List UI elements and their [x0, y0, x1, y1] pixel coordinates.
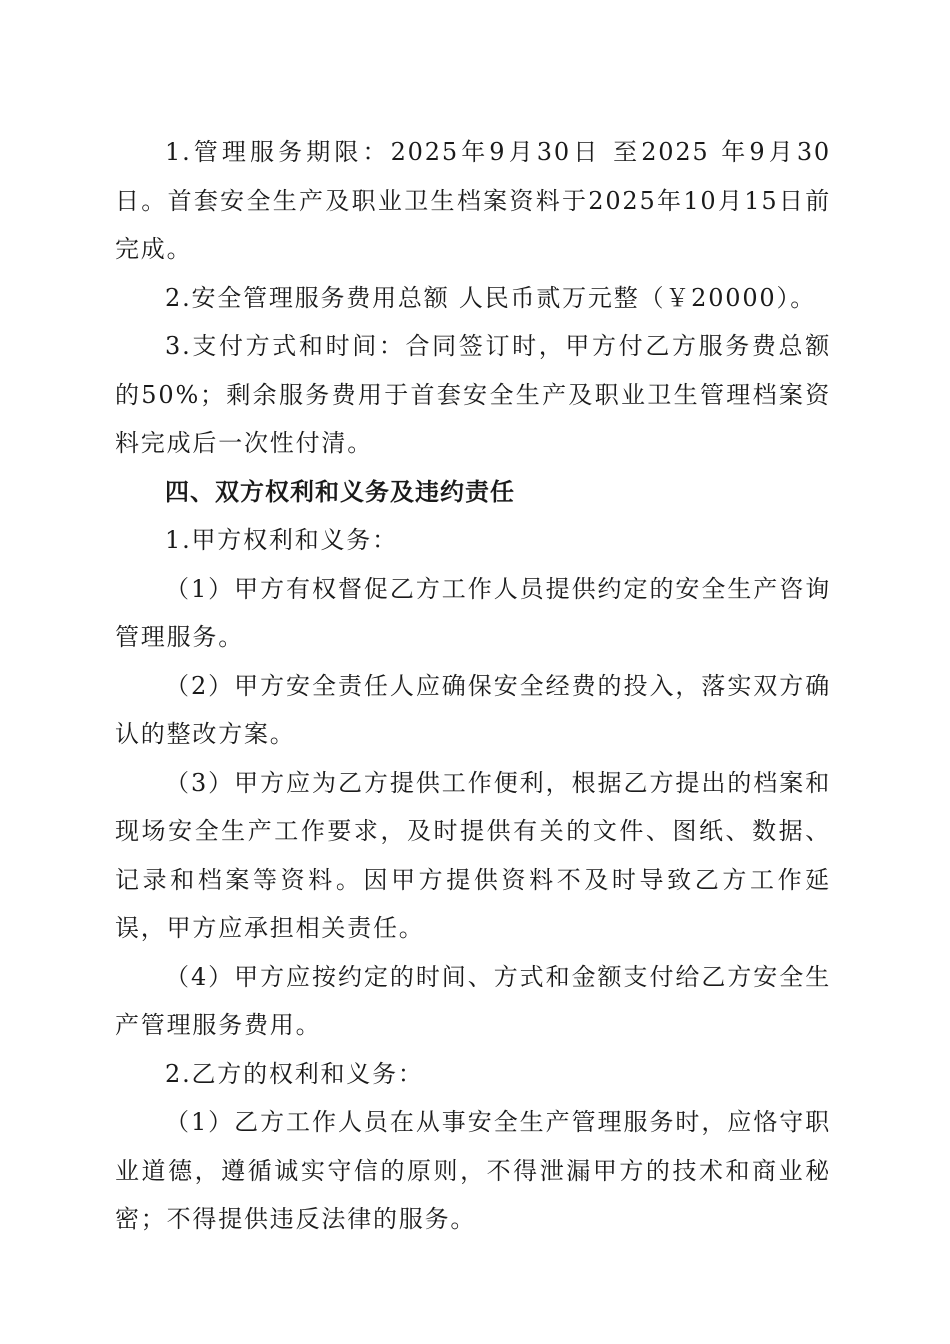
party-a-clause-1: （1）甲方有权督促乙方工作人员提供约定的安全生产咨询管理服务。	[115, 574, 831, 651]
party-a-rights-heading: 1.甲方权利和义务：	[165, 526, 398, 554]
party-a-clause-4: （4）甲方应按约定的时间、方式和金额支付给乙方安全生产管理服务费用。	[115, 962, 831, 1039]
document-body	[115, 128, 831, 1244]
party-b-clause-1: （1）乙方工作人员在从事安全生产管理服务时，应恪守职业道德，遵循诚实守信的原则，不得泄漏甲方的技术和商业秘密；不得提供违反法律的服务。	[115, 1108, 831, 1233]
party-b-rights-heading: 2.乙方的权利和义务：	[165, 1059, 424, 1088]
service-term-paragraph: 1.管理服务期限：2025年9月30日 至2025 年9月30日。首套安全生产及职业卫生档案资料于2025年10月15日前完成。	[115, 138, 831, 263]
party-a-clause-2: （2）甲方安全责任人应确保安全经费的投入，落实双方确认的整改方案。	[115, 671, 831, 748]
party-a-clause-3: （3）甲方应为乙方提供工作便利，根据乙方提出的档案和现场安全生产工作要求，及时提供有关的文件、图纸、数据、记录和档案等资料。因甲方提供资料不及时导致乙方工作延误，甲方应承担相关责任。	[115, 768, 831, 942]
section-heading-rights-obligations: 四、双方权利和义务及违约责任	[165, 477, 515, 506]
service-fee-paragraph: 2.安全管理服务费用总额 人民币贰万元整（￥20000）。	[165, 283, 817, 312]
payment-terms-paragraph: 3.支付方式和时间：合同签订时，甲方付乙方服务费总额的50%；剩余服务费用于首套安全生产及职业卫生管理档案资料完成后一次性付清。	[115, 332, 831, 457]
